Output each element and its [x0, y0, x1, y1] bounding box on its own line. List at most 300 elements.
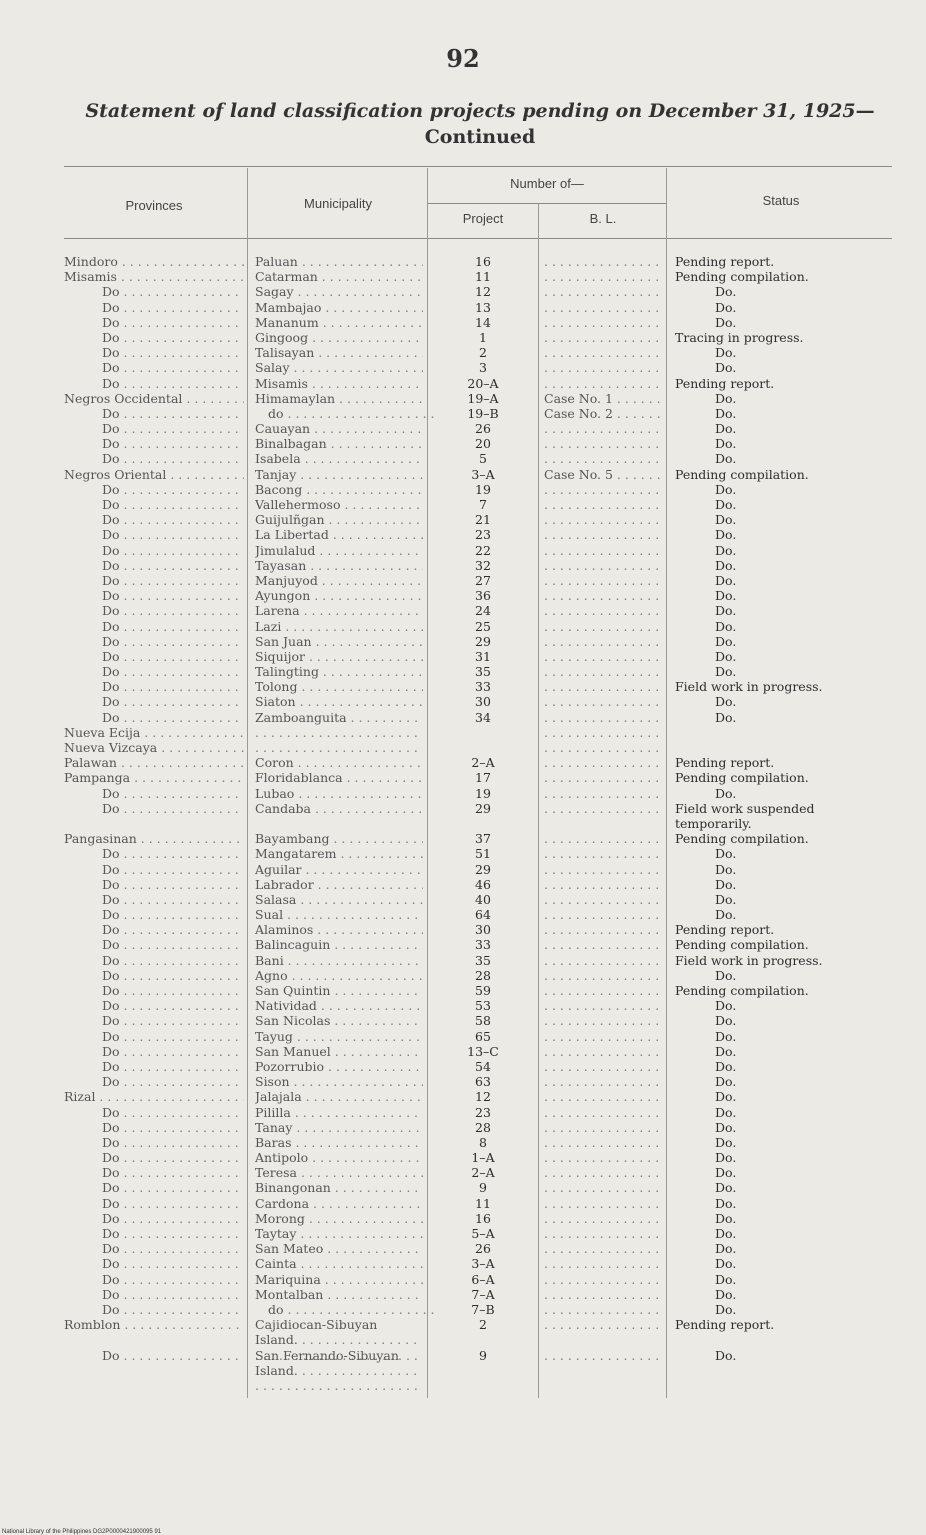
status-cell — [715, 1180, 926, 1195]
municipality-cell — [255, 1013, 423, 1028]
project-cell-text: 20–A — [467, 375, 499, 391]
province-cell-text: Pampanga — [64, 770, 131, 786]
table-row — [0, 786, 926, 801]
province-cell — [102, 862, 244, 877]
table-row — [0, 1256, 926, 1271]
project-cell — [430, 1302, 536, 1317]
municipality-cell — [255, 1165, 423, 1180]
province-cell-text: Do — [102, 436, 120, 452]
province-cell — [64, 740, 244, 755]
bl-cell — [544, 391, 662, 406]
project-cell-text: 64 — [475, 907, 491, 923]
municipality-cell-text: Cauayan — [255, 421, 311, 437]
province-cell-text: Do — [102, 421, 120, 437]
bl-cell — [544, 846, 662, 861]
municipality-cell-text: Tolong — [255, 679, 298, 695]
project-cell — [430, 786, 536, 801]
project-cell — [430, 846, 536, 861]
bl-cell — [544, 831, 662, 846]
province-cell-text: Palawan — [64, 755, 117, 771]
municipality-cell-text: San Quintin — [255, 983, 331, 999]
title-suffix: —Continued — [424, 100, 875, 148]
municipality-cell — [255, 619, 423, 634]
project-cell — [430, 603, 536, 618]
project-cell-text: 58 — [475, 1013, 491, 1029]
project-cell-text: 31 — [475, 648, 491, 664]
bl-cell — [544, 467, 662, 482]
status-cell — [675, 922, 895, 937]
header-status: Status — [762, 193, 800, 208]
municipality-cell — [255, 907, 423, 922]
province-cell-text: Do — [102, 1150, 120, 1166]
bl-cell — [544, 360, 662, 375]
project-cell-text: 54 — [475, 1058, 491, 1074]
project-cell-text: 19 — [475, 481, 491, 497]
municipality-cell — [255, 360, 423, 375]
status-cell — [715, 1256, 926, 1271]
province-cell-text: Do — [102, 1134, 120, 1150]
province-cell-text: Negros Occidental — [64, 390, 183, 406]
project-cell — [430, 269, 536, 284]
bl-cell — [544, 588, 662, 603]
municipality-cell-text: Siaton — [255, 694, 296, 710]
project-cell-text: 26 — [475, 421, 491, 437]
bl-cell — [544, 421, 662, 436]
status-cell — [715, 527, 926, 542]
table-row — [0, 482, 926, 497]
status-cell-text: Field work suspended temporarily. — [675, 800, 815, 831]
status-cell — [715, 1226, 926, 1241]
bl-cell — [544, 512, 662, 527]
province-cell-text: Do — [102, 785, 120, 801]
municipality-cell-text: Sual — [255, 907, 284, 923]
province-cell — [102, 694, 244, 709]
project-cell-text: 8 — [479, 1134, 487, 1150]
bl-cell — [544, 1089, 662, 1104]
status-cell — [675, 755, 895, 770]
project-cell-text: 2 — [479, 1317, 487, 1333]
bl-cell — [544, 877, 662, 892]
bl-cell — [544, 269, 662, 284]
municipality-cell-text: Bayambang — [255, 831, 330, 847]
municipality-cell — [255, 968, 423, 983]
municipality-cell — [255, 527, 423, 542]
bl-cell — [544, 1348, 662, 1363]
project-cell — [430, 391, 536, 406]
province-cell — [102, 922, 244, 937]
status-cell-text: Do. — [715, 967, 737, 983]
bl-cell — [544, 406, 662, 421]
province-cell — [102, 543, 244, 558]
province-cell — [102, 497, 244, 512]
project-cell — [430, 634, 536, 649]
table-row — [0, 1211, 926, 1226]
project-cell-text: 34 — [475, 709, 491, 725]
municipality-cell — [255, 1272, 423, 1287]
status-cell — [675, 467, 895, 482]
status-cell-text: Do. — [715, 436, 737, 452]
province-cell-text: Do — [102, 375, 120, 391]
status-cell-text: Field work in progress. — [675, 679, 823, 695]
municipality-cell — [255, 345, 423, 360]
header-bl: B. L. — [589, 211, 617, 226]
province-cell-text: Do — [102, 1210, 120, 1226]
project-cell-text: 23 — [475, 1104, 491, 1120]
municipality-cell — [255, 284, 423, 299]
municipality-cell — [255, 269, 423, 284]
bl-cell — [544, 998, 662, 1013]
table-row — [0, 862, 926, 877]
status-cell-text: Do. — [715, 1150, 737, 1166]
municipality-cell — [255, 482, 423, 497]
municipality-cell — [255, 1105, 423, 1120]
project-cell — [430, 983, 536, 998]
project-cell-text: 7–A — [471, 1286, 495, 1302]
municipality-cell — [255, 953, 423, 968]
bl-cell — [544, 725, 662, 740]
project-cell-text: 2–A — [471, 755, 495, 771]
table-row — [0, 1029, 926, 1044]
municipality-cell — [255, 998, 423, 1013]
project-cell-text: 16 — [475, 254, 491, 269]
project-cell — [430, 1089, 536, 1104]
bl-cell — [544, 679, 662, 694]
table-row — [0, 1059, 926, 1074]
bl-cell — [544, 1013, 662, 1028]
province-cell-text: Do — [102, 876, 120, 892]
province-cell — [102, 1150, 244, 1165]
table-row — [0, 664, 926, 679]
bl-cell — [544, 527, 662, 542]
status-cell-text: Pending report. — [675, 1317, 775, 1333]
project-cell-text: 16 — [475, 1210, 491, 1226]
province-cell — [102, 300, 244, 315]
table-row — [0, 1165, 926, 1180]
municipality-cell — [255, 1226, 423, 1241]
province-cell-text: Do — [102, 1226, 120, 1242]
table-row — [0, 679, 926, 694]
project-cell — [430, 679, 536, 694]
municipality-cell — [255, 451, 423, 466]
municipality-cell-text: Mambajao — [255, 299, 322, 315]
province-cell-text: Do — [102, 1058, 120, 1074]
page-title — [60, 98, 900, 150]
municipality-cell-text: Teresa — [255, 1165, 298, 1181]
project-cell — [430, 619, 536, 634]
municipality-cell-text: Agno — [255, 967, 288, 983]
project-cell-text: 20 — [475, 436, 491, 452]
status-cell — [715, 1074, 926, 1089]
status-cell — [675, 376, 895, 391]
municipality-cell-text: Bacong — [255, 481, 303, 497]
project-cell-text: 29 — [475, 861, 491, 877]
province-cell-text: Do — [102, 648, 120, 664]
project-cell-text: 14 — [475, 314, 491, 330]
status-cell-text: Do. — [715, 390, 737, 406]
status-cell — [715, 300, 926, 315]
footer-credit: National Library of the Philippines DG2P0000421900095 91 — [2, 1529, 162, 1535]
municipality-cell — [268, 406, 436, 421]
table-row — [0, 558, 926, 573]
table-row — [0, 1150, 926, 1165]
number-of-rule — [427, 203, 666, 204]
status-cell-text: Do. — [715, 846, 737, 862]
province-cell-text: Do — [102, 1013, 120, 1029]
table-row — [0, 1044, 926, 1059]
province-cell-text: Do — [102, 1195, 120, 1211]
municipality-cell — [255, 1180, 423, 1195]
status-cell — [715, 345, 926, 360]
table-row — [0, 543, 926, 558]
status-cell-text: Do. — [715, 1089, 737, 1105]
table-row — [0, 497, 926, 512]
province-cell-text: Do — [102, 1301, 120, 1317]
table-row — [0, 1089, 926, 1104]
municipality-cell — [255, 1029, 423, 1044]
municipality-cell-text: Labrador — [255, 876, 314, 892]
status-cell-text: Do. — [715, 497, 737, 512]
province-cell — [102, 998, 244, 1013]
municipality-cell-text: Antipolo — [255, 1150, 309, 1166]
bl-cell — [544, 1120, 662, 1135]
municipality-cell-text: Natividad — [255, 998, 317, 1014]
status-cell-text: Do. — [715, 1301, 737, 1317]
province-cell — [64, 755, 244, 770]
province-cell — [102, 482, 244, 497]
province-cell-text: Do — [102, 1271, 120, 1287]
table-row — [0, 892, 926, 907]
province-cell — [64, 1089, 244, 1104]
project-cell-text: 30 — [475, 922, 491, 938]
project-cell — [430, 1317, 536, 1332]
project-cell-text: 59 — [475, 983, 491, 999]
table-row — [0, 1180, 926, 1195]
table-row — [0, 1348, 926, 1378]
province-cell — [102, 345, 244, 360]
municipality-cell — [255, 831, 423, 846]
project-cell — [430, 543, 536, 558]
project-cell-text: 2 — [479, 345, 487, 361]
project-cell — [430, 937, 536, 952]
status-cell — [675, 269, 895, 284]
status-cell-text: Do. — [715, 451, 737, 467]
bl-cell — [544, 740, 662, 755]
province-cell — [64, 467, 244, 482]
project-cell — [430, 573, 536, 588]
bl-cell — [544, 284, 662, 299]
status-cell-text: Do. — [715, 1119, 737, 1135]
province-cell-text: Do — [102, 360, 120, 376]
municipality-cell-text: Tanay — [255, 1119, 293, 1135]
project-cell-text: 65 — [475, 1028, 491, 1044]
municipality-cell — [255, 694, 423, 709]
province-cell — [102, 1241, 244, 1256]
project-cell-text: 12 — [475, 1089, 491, 1105]
municipality-cell-text: Cainta — [255, 1256, 297, 1272]
project-cell — [430, 922, 536, 937]
bl-cell — [544, 1150, 662, 1165]
table-row — [0, 376, 926, 391]
municipality-cell-text: Tanjay — [255, 466, 297, 482]
municipality-cell-text: Candaba — [255, 800, 311, 816]
municipality-cell-text: Alaminos — [255, 922, 314, 938]
status-cell-text: Do. — [715, 907, 737, 923]
municipality-cell — [255, 1089, 423, 1104]
status-cell — [715, 862, 926, 877]
province-cell-text: Romblon — [64, 1317, 121, 1333]
municipality-cell-text: Guijulñgan — [255, 512, 325, 528]
province-cell — [102, 1226, 244, 1241]
province-cell — [102, 527, 244, 542]
province-cell — [102, 953, 244, 968]
project-cell — [430, 877, 536, 892]
bl-cell — [544, 1044, 662, 1059]
province-cell-text: Do — [102, 572, 120, 588]
status-cell-text: Do. — [715, 360, 737, 376]
municipality-cell — [255, 376, 423, 391]
table-row — [0, 300, 926, 315]
municipality-cell-text: Aguilar — [255, 861, 302, 877]
municipality-cell-text: San Juan — [255, 633, 312, 649]
status-cell — [715, 1348, 926, 1363]
status-cell-text: Do. — [715, 421, 737, 437]
bl-cell — [544, 1135, 662, 1150]
province-cell — [64, 831, 244, 846]
status-cell-text: Do. — [715, 1241, 737, 1257]
table-row — [0, 846, 926, 861]
project-cell — [430, 1074, 536, 1089]
status-cell — [715, 710, 926, 725]
project-cell — [430, 770, 536, 785]
municipality-cell-text: Paluan — [255, 254, 298, 269]
municipality-cell — [255, 512, 423, 527]
province-cell — [102, 573, 244, 588]
project-cell — [430, 1150, 536, 1165]
province-cell — [102, 588, 244, 603]
province-cell — [102, 1287, 244, 1302]
table-row — [0, 1105, 926, 1120]
bl-cell — [544, 543, 662, 558]
project-cell-text: 11 — [475, 269, 491, 285]
province-cell-text: Do — [102, 694, 120, 710]
municipality-cell — [255, 588, 423, 603]
province-cell-text: Do — [102, 557, 120, 573]
status-cell — [675, 953, 895, 968]
province-cell — [102, 284, 244, 299]
table-row — [0, 968, 926, 983]
project-cell — [430, 345, 536, 360]
table-row — [0, 527, 926, 542]
page-number: 92 — [446, 44, 480, 73]
status-cell — [715, 451, 926, 466]
project-cell-text: 33 — [475, 679, 491, 695]
bl-cell-text: Case No. 5 — [544, 466, 613, 482]
province-cell — [64, 254, 244, 269]
municipality-cell — [255, 786, 423, 801]
province-cell — [102, 1180, 244, 1195]
status-cell-text: Do. — [715, 618, 737, 634]
status-cell-text: Do. — [715, 1104, 737, 1120]
municipality-cell-text: Pililla — [255, 1104, 291, 1120]
bl-cell — [544, 664, 662, 679]
status-cell-text: Do. — [715, 542, 737, 558]
municipality-cell — [255, 1120, 423, 1135]
municipality-cell — [255, 315, 423, 330]
status-cell — [715, 619, 926, 634]
project-cell — [430, 998, 536, 1013]
project-cell — [430, 421, 536, 436]
status-cell — [715, 1287, 926, 1302]
municipality-cell-text: do — [268, 1301, 284, 1317]
project-cell — [430, 907, 536, 922]
status-cell — [715, 406, 926, 421]
project-cell — [430, 1348, 536, 1363]
table-row — [0, 588, 926, 603]
municipality-cell — [255, 877, 423, 892]
project-cell-text: 40 — [475, 891, 491, 907]
province-cell-text: Do — [102, 952, 120, 968]
status-cell-text: Do. — [715, 633, 737, 649]
status-cell-text: Do. — [715, 709, 737, 725]
status-cell — [715, 892, 926, 907]
project-cell — [430, 315, 536, 330]
province-cell — [102, 877, 244, 892]
status-cell — [715, 1211, 926, 1226]
status-cell — [715, 1135, 926, 1150]
status-cell — [715, 497, 926, 512]
table-row — [0, 1135, 926, 1150]
status-cell-text: Do. — [715, 998, 737, 1014]
status-cell-text: Do. — [715, 527, 737, 543]
project-cell-text: 1 — [479, 329, 487, 345]
header-project: Project — [462, 211, 504, 226]
title-text: Statement of land classification projects pending on December 31, 1925 — [85, 100, 856, 122]
table-row — [0, 573, 926, 588]
municipality-cell-text: Taytay — [255, 1226, 297, 1242]
project-cell-text: 5–A — [471, 1226, 495, 1242]
municipality-cell-text: Ayungon — [255, 588, 311, 604]
province-cell-text: Do — [102, 284, 120, 300]
project-cell — [430, 968, 536, 983]
province-cell — [102, 1135, 244, 1150]
province-cell — [102, 1348, 244, 1363]
project-cell-text: 6–A — [471, 1271, 495, 1287]
municipality-cell — [255, 603, 423, 618]
bl-cell-text: Case No. 1 — [544, 390, 613, 406]
bl-cell — [544, 1196, 662, 1211]
province-cell-text: Do — [102, 1347, 120, 1363]
status-cell — [675, 330, 895, 345]
bl-cell — [544, 786, 662, 801]
bl-cell — [544, 801, 662, 816]
province-cell-text: Do — [102, 664, 120, 680]
province-cell — [102, 937, 244, 952]
municipality-cell — [255, 1256, 423, 1271]
project-cell — [430, 300, 536, 315]
project-cell-text: 37 — [475, 831, 491, 847]
project-cell — [430, 482, 536, 497]
table-row — [0, 634, 926, 649]
municipality-cell-text: Jalajala — [255, 1089, 302, 1105]
province-cell-text: Do — [102, 800, 120, 816]
project-cell-text: 53 — [475, 998, 491, 1014]
project-cell-text: 32 — [475, 557, 491, 573]
status-cell-text: Do. — [715, 1286, 737, 1302]
status-cell-text: Do. — [715, 1028, 737, 1044]
bl-cell — [544, 1317, 662, 1332]
project-cell-text: 35 — [475, 664, 491, 680]
province-cell — [102, 619, 244, 634]
